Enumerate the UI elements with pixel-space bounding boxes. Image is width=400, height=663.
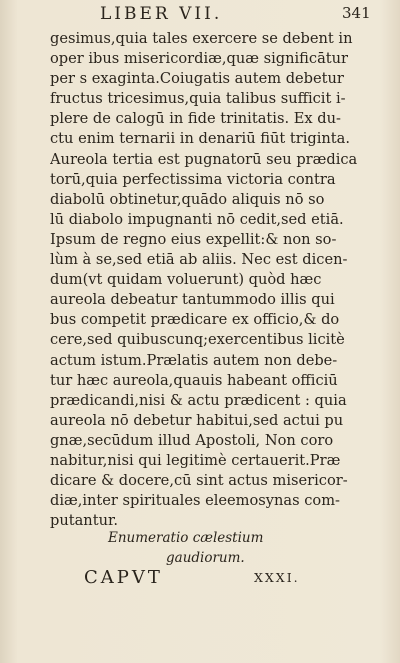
text-line: tur hæc aureola,quauis habeant officiū (50, 371, 338, 389)
text-line: bus competit prædicare ex officio,& do (50, 311, 340, 329)
text-line: torū,quia perfectissima victoria contra (50, 170, 336, 188)
text-line: dum(vt quidam voluerunt) quòd hæc (50, 271, 322, 289)
rubric-line: gaudiorum. (166, 550, 245, 566)
text-line: gnæ,secūdum illud Apostoli, Non coro (50, 431, 334, 449)
chapter-word: CAPVT (84, 567, 163, 588)
page-number: 341 (342, 4, 371, 22)
section-rubric (108, 528, 308, 568)
running-title: LIBER VII. (100, 4, 223, 24)
text-line: lū diabolo impugnanti nō cedit,sed etiā. (50, 210, 344, 228)
text-line: lùm à se,sed etiā ab aliis. Nec est dicen- (50, 251, 348, 269)
page-header (0, 4, 400, 26)
text-line: plere de calogū in fide trinitatis. Ex du- (50, 110, 341, 128)
text-line: ctu enim ternarii in denariū fiūt triginta. (50, 130, 351, 148)
text-line: fructus tricesimus,quia talibus sufficit i- (50, 90, 346, 108)
text-line: Ipsum de regno eius expellit:& non so- (50, 230, 337, 248)
body-text (50, 29, 384, 531)
text-line: gesimus,quia tales exercere se debent in (50, 30, 353, 47)
chapter-heading (84, 567, 344, 589)
text-line: putantur. (50, 512, 118, 530)
rubric-line: Enumeratio cælestium (108, 530, 264, 546)
text-line: aureola nō debetur habitui,sed actui pu (50, 411, 344, 429)
chapter-number: XXXI. (254, 570, 300, 585)
text-line: diæ,inter spirituales eleemosynas com- (50, 492, 340, 510)
text-line: prædicandi,nisi & actu prædicent : quia (50, 391, 347, 409)
text-line: oper ibus misericordiæ,quæ significātur (50, 50, 349, 68)
text-line: diabolū obtinetur,quādo aliquis nō so (50, 190, 325, 208)
text-line: actum istum.Prælatis autem non debe- (50, 351, 338, 369)
text-line: aureola debeatur tantummodo illis qui (50, 291, 335, 309)
text-line: dicare & docere,cū sint actus misericor- (50, 472, 348, 490)
text-line: nabitur,nisi qui legitimè certauerit.Præ (50, 451, 341, 469)
text-line: Aureola tertia est pugnatorū seu prædica (50, 150, 358, 168)
text-line: per s exaginta.Coiugatis autem debetur (50, 70, 344, 88)
text-line: cere,sed quibuscunq;exercentibus licitè (50, 331, 345, 349)
